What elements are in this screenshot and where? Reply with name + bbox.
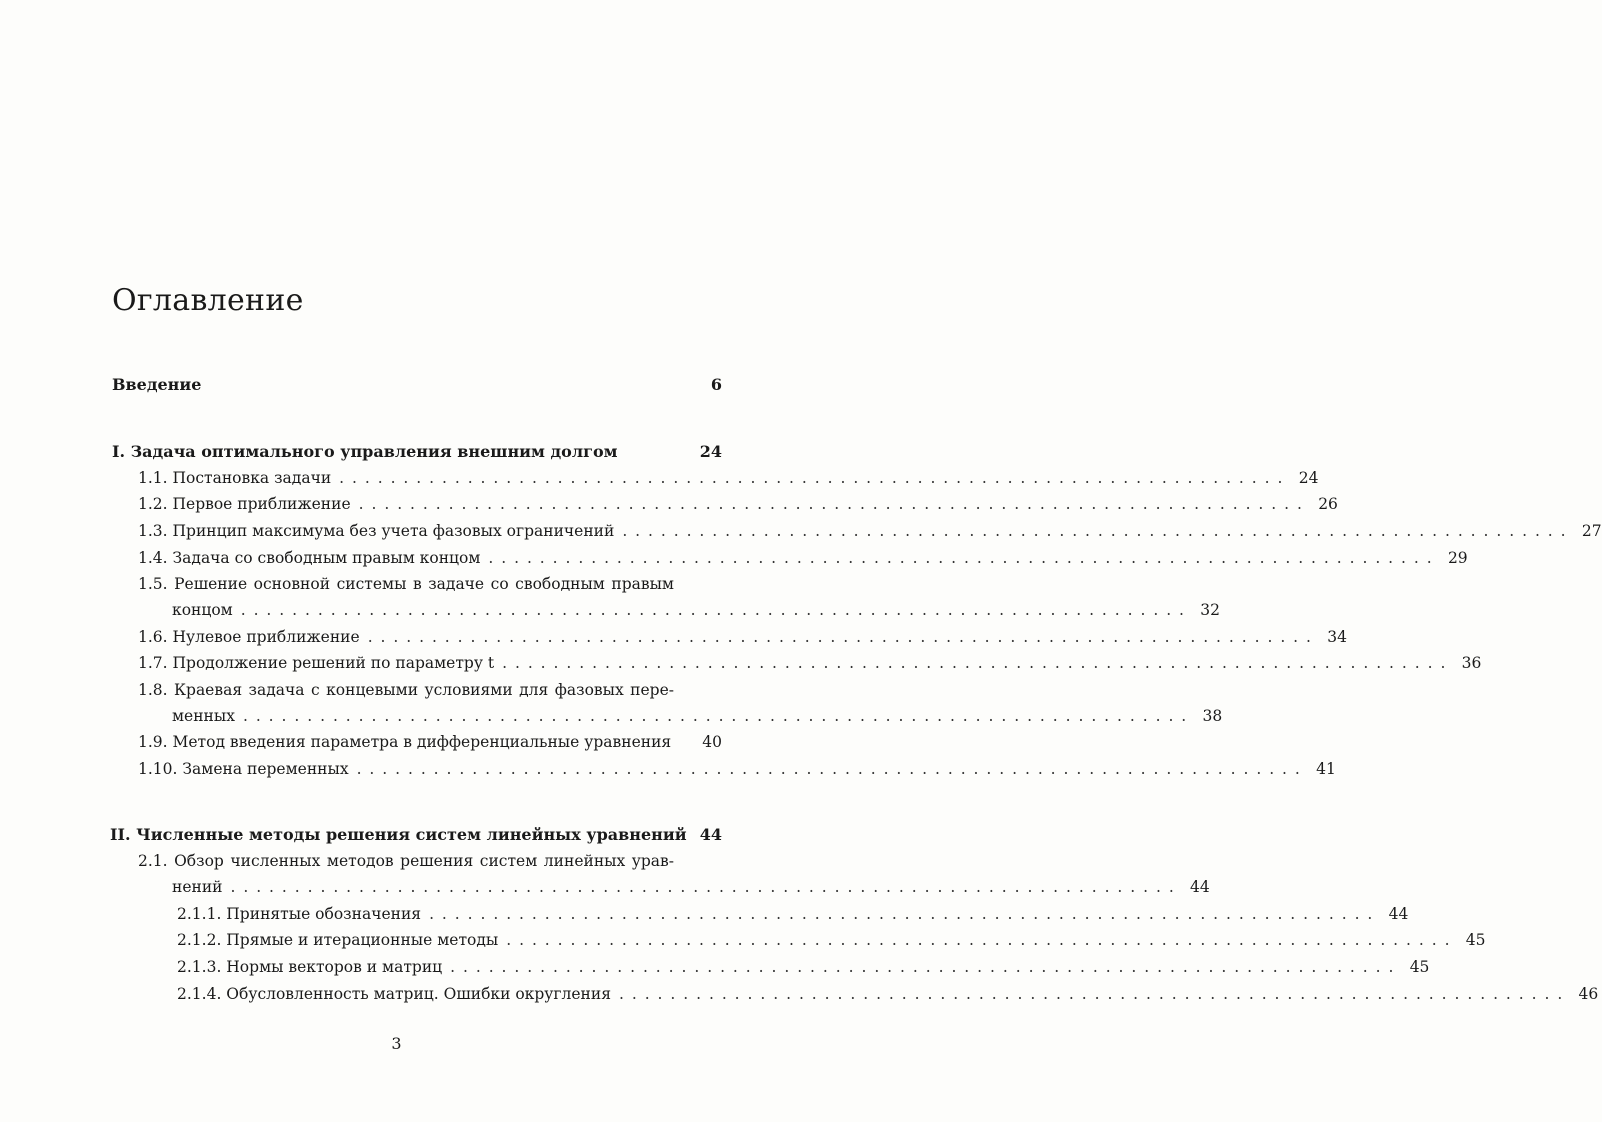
toc-section-page: 41 [1316, 760, 1336, 778]
toc-section-page: 34 [1327, 628, 1347, 646]
leader-dots [349, 758, 1312, 780]
toc-section-page: 40 [702, 733, 722, 751]
toc-entry-page: 6 [710, 375, 722, 394]
toc-subsection-2-1-2[interactable] [177, 929, 1486, 951]
toc-section-page: 38 [1202, 707, 1223, 725]
toc-subsection-label: 2.1.3. Нормы векторов и матриц [177, 958, 443, 976]
toc-section-page: 29 [1447, 549, 1468, 567]
leader-dots [233, 599, 1196, 621]
toc-part-1[interactable] [112, 441, 722, 463]
leader-dots [494, 652, 1457, 674]
toc-section-1-7[interactable] [138, 652, 1482, 674]
toc-subsection-page: 45 [1465, 931, 1486, 949]
toc-entry-intro[interactable] [112, 374, 722, 396]
toc-section-label: 1.4. Задача со свободным правым концом [138, 549, 481, 567]
toc-section-label: 1.6. Нулевое приближение [138, 628, 360, 646]
toc-section-label: 1.10. Замена переменных [138, 760, 349, 778]
toc-part-page: 44 [699, 825, 722, 844]
toc-subsection-label: 2.1.2. Прямые и итерационные методы [177, 931, 499, 949]
toc-section-1-6[interactable] [138, 626, 1347, 648]
toc-section-label: нений [172, 878, 223, 896]
toc-section-1-4[interactable] [138, 547, 1468, 569]
page-title: Оглавление [112, 283, 304, 318]
toc-section-1-8-line1[interactable]: 1.8. Краевая задача с концевыми условиями для фазовых пере- [138, 681, 674, 699]
toc-part-2[interactable] [110, 824, 722, 846]
toc-section-page: 24 [1298, 469, 1319, 487]
leader-dots [480, 547, 1443, 569]
toc-section-label: 1.1. Постановка задачи [138, 469, 332, 487]
toc-section-page: 36 [1461, 654, 1482, 672]
toc-section-page: 44 [1190, 878, 1210, 896]
toc-subsection-2-1-4[interactable] [177, 983, 1599, 1005]
leader-dots [331, 467, 1294, 489]
leader-dots [614, 520, 1577, 542]
toc-section-page: 32 [1200, 601, 1220, 619]
toc-section-1-1[interactable] [138, 467, 1319, 489]
toc-section-label: 1.2. Первое приближение [138, 495, 351, 513]
leader-dots [223, 876, 1186, 898]
toc-section-1-8[interactable] [172, 705, 1223, 727]
leader-dots [498, 929, 1461, 951]
toc-section-1-10[interactable] [138, 758, 1336, 780]
toc-section-1-2[interactable] [138, 493, 1338, 515]
toc-section-label: концом [172, 601, 233, 619]
toc-part-page: 24 [699, 442, 722, 461]
leader-dots [421, 903, 1384, 925]
leader-dots [360, 626, 1323, 648]
toc-subsection-2-1-1[interactable] [177, 903, 1409, 925]
toc-subsection-page: 45 [1409, 958, 1430, 976]
toc-section-label: 1.3. Принцип максимума без учета фазовых ограничений [138, 522, 615, 540]
toc-section-label: 1.7. Продолжение решений по параметру t [138, 654, 495, 672]
toc-subsection-label: 2.1.1. Принятые обозначения [177, 905, 422, 923]
toc-part-label: II. Численные методы решения систем линейных уравнений [110, 825, 687, 844]
leader-dots [442, 956, 1405, 978]
toc-section-1-9[interactable] [138, 731, 722, 753]
toc-section-1-3[interactable] [138, 520, 1602, 542]
toc-section-2-1-line1[interactable]: 2.1. Обзор численных методов решения систем линейных урав- [138, 852, 674, 870]
toc-section-2-1[interactable] [172, 876, 1210, 898]
toc-section-1-5-line1[interactable]: 1.5. Решение основной системы в задаче со свободным правым [138, 575, 674, 593]
toc-subsection-label: 2.1.4. Обусловленность матриц. Ошибки округления [177, 985, 611, 1003]
toc-subsection-page: 44 [1388, 905, 1409, 923]
toc-section-page: 27 [1581, 522, 1602, 540]
leader-dots [235, 705, 1198, 727]
toc-section-1-5[interactable] [172, 599, 1220, 621]
toc-section-label: 1.9. Метод введения параметра в дифференциальные уравнения [138, 733, 672, 751]
toc-part-label: I. Задача оптимального управления внешним долгом [112, 442, 618, 461]
toc-subsection-2-1-3[interactable] [177, 956, 1430, 978]
toc-entry-label: Введение [112, 375, 202, 394]
toc-subsection-page: 46 [1578, 985, 1599, 1003]
leader-dots [611, 983, 1574, 1005]
toc-section-page: 26 [1318, 495, 1338, 513]
toc-section-label: менных [172, 707, 235, 725]
page-number: 3 [391, 1034, 402, 1053]
leader-dots [351, 493, 1314, 515]
